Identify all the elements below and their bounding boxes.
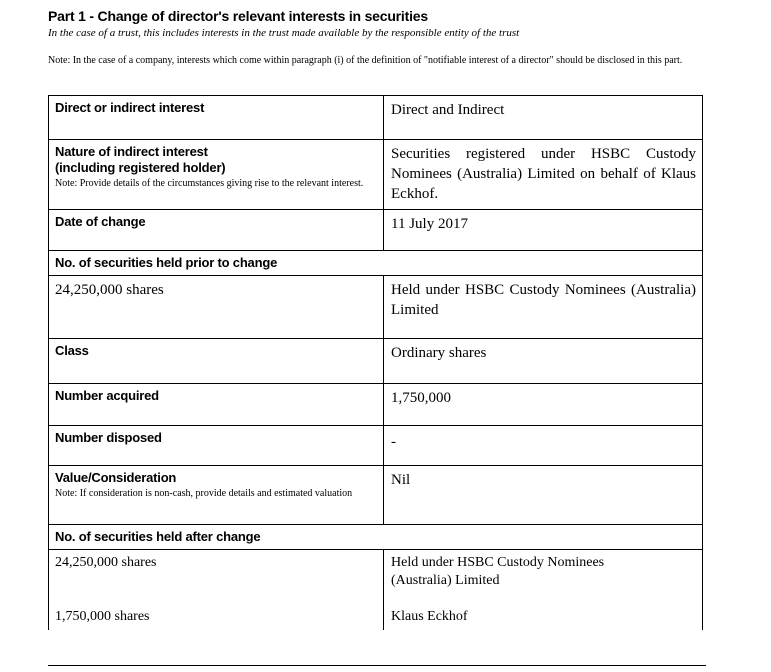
held-prior-right-value: Held under HSBC Custody Nominees (Australia) Limited (391, 282, 696, 318)
consideration-label: Value/Consideration (55, 470, 177, 485)
table-row-direct-indirect (49, 96, 703, 140)
disposed-value: - (391, 434, 396, 450)
table-row-held-after-header (49, 525, 703, 550)
acquired-label: Number acquired (55, 388, 159, 403)
nature-label-line2: (including registered holder) (55, 160, 226, 175)
direct-indirect-value: Direct and Indirect (391, 102, 505, 118)
date-label: Date of change (55, 214, 146, 229)
acquired-value: 1,750,000 (391, 390, 451, 406)
nature-note: Note: Provide details of the circumstances giving rise to the relevant interest. (55, 178, 364, 189)
held-prior-label: No. of securities held prior to change (55, 255, 278, 270)
held-after-right-value-1: Held under HSBC Custody Nominees (Australia) Limited (391, 555, 605, 588)
held-after-left-value-2: 1,750,000 shares (55, 609, 150, 624)
table-row-acquired (49, 384, 703, 426)
held-after-left-value-1: 24,250,000 shares (55, 555, 157, 570)
disposed-label: Number disposed (55, 430, 162, 445)
held-prior-left-value: 24,250,000 shares (55, 282, 164, 298)
class-label: Class (55, 343, 89, 358)
table-row-date (49, 210, 703, 251)
page-bottom-rule (48, 665, 706, 666)
part-subtitle: In the case of a trust, this includes interests in the trust made available by the responsible entity of the trust (48, 27, 520, 39)
held-after-label: No. of securities held after change (55, 529, 261, 544)
table-row-held-after-values (49, 550, 703, 631)
table-row-disposed (49, 426, 703, 466)
disclosure-note: Note: In the case of a company, interests which come within paragraph (i) of the definition of "notifiable interest of a director" should be disclosed in this part. (48, 55, 683, 66)
nature-value: Securities registered under HSBC Custody Nominees (Australia) Limited on behalf of Klaus Eckhof. (391, 146, 696, 202)
consideration-value: Nil (391, 472, 411, 488)
table-row-nature (49, 140, 703, 210)
held-after-right-value-2: Klaus Eckhof (391, 609, 468, 624)
date-value: 11 July 2017 (391, 216, 468, 232)
interest-details-table (48, 95, 703, 630)
nature-label-line1: Nature of indirect interest (55, 144, 208, 159)
table-row-held-prior-header (49, 251, 703, 276)
class-value: Ordinary shares (391, 345, 487, 361)
part-title: Part 1 - Change of director's relevant interests in securities (48, 8, 428, 24)
table-row-class (49, 339, 703, 384)
consideration-note: Note: If consideration is non-cash, provide details and estimated valuation (55, 488, 353, 499)
direct-indirect-label: Direct or indirect interest (55, 100, 205, 115)
table-row-consideration (49, 466, 703, 525)
table-row-held-prior-values (49, 276, 703, 339)
